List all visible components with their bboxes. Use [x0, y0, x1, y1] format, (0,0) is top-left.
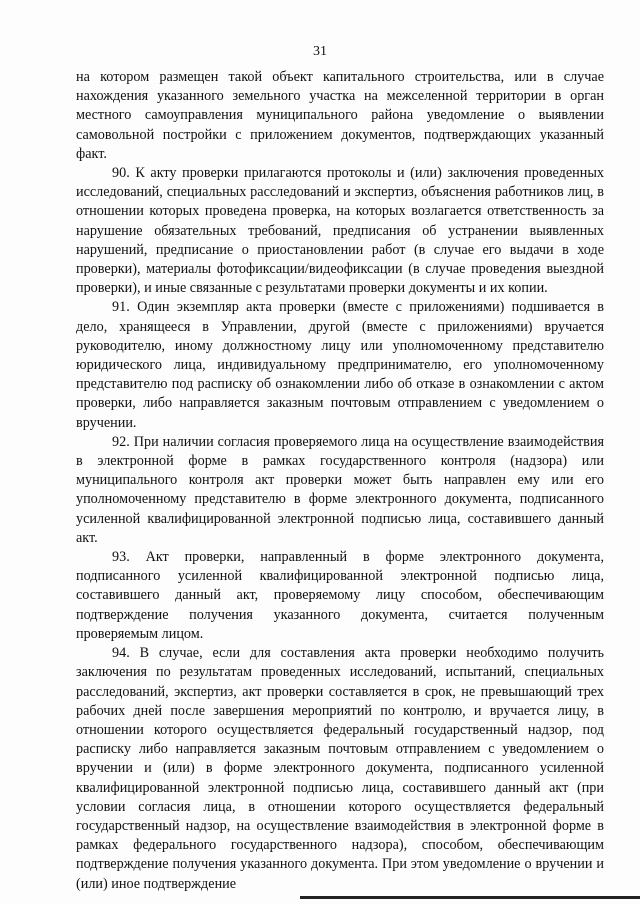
paragraph-continuation: на котором размещен такой объект капитального строительства, или в случае нахождения указанного земельного участка на межселенной территории в орган местного самоуправления муниципального района уведомление о выявлении самовольной постройки с приложением документов, подтверждающих указанный факт.	[76, 69, 604, 162]
paragraph-90: 90. К акту проверки прилагаются протоколы и (или) заключения проведенных исследований, специальных расследований и экспертиз, объяснения работников лиц, в отношении которых проведена проверка, на которых возлагается ответственность за нарушение обязательных требований, предписания об устранении выявленных нарушений, предписание о приостановлении работ (в случае его выдачи в ходе проверки), материалы фотофиксации/видеофиксации (в случае проведения выездной проверки), и иные связанные с результатами проверки документы и их копии.	[76, 165, 604, 297]
paragraph-91: 91. Один экземпляр акта проверки (вместе с приложениями) подшивается в дело, хранящееся в Управлении, другой (вместе с приложениями) вручается руководителю, иному должностному лицу или уполномоченному представителю юридического лица, индивидуальному предпринимателю, его уполномоченному представителю под расписку об ознакомлении либо об отказе в ознакомлении с актом проверки, либо направляется заказным почтовым отправлением с уведомлением о вручении.	[76, 299, 604, 431]
scan-edge-line	[300, 896, 640, 899]
document-body	[76, 68, 604, 894]
paragraph-94: 94. В случае, если для составления акта проверки необходимо получить заключения по результатам проведенных исследований, испытаний, специальных расследований, экспертиз, акт проверки составляется в срок, не превышающий трех рабочих дней после завершения мероприятий по контролю, и вручается лицу, в отношении которого осуществляется федеральный государственный надзор, под расписку либо направляется заказным почтовым отправлением с уведомлением о вручении и (или) в форме электронного документа, подписанного усиленной квалифицированной электронной подписью лица, составившего данный акт (при условии согласия лица, в отношении которого осуществляется федеральный государственный надзор, на осуществление взаимодействия в электронной форме в рамках федерального государственного надзора), способом, обеспечивающим подтверждение получения указанного документа. При этом уведомление о вручении и (или) иное подтверждение	[76, 645, 604, 892]
page-number: 31	[313, 44, 327, 59]
paragraph-93: 93. Акт проверки, направленный в форме электронного документа, подписанного усиленной квалифицированной электронной подписью лица, составившего данный акт, проверяемому лицу способом, обеспечивающим подтверждение получения указанного документа, считается полученным проверяемым лицом.	[76, 549, 604, 642]
paragraph-92: 92. При наличии согласия проверяемого лица на осуществление взаимодействия в электронной форме в рамках государственного контроля (надзора) или муниципального контроля акт проверки может быть направлен ему или его уполномоченному представителю в форме электронного документа, подписанного усиленной квалифицированной электронной подписью лица, составившего данный акт.	[76, 433, 604, 546]
